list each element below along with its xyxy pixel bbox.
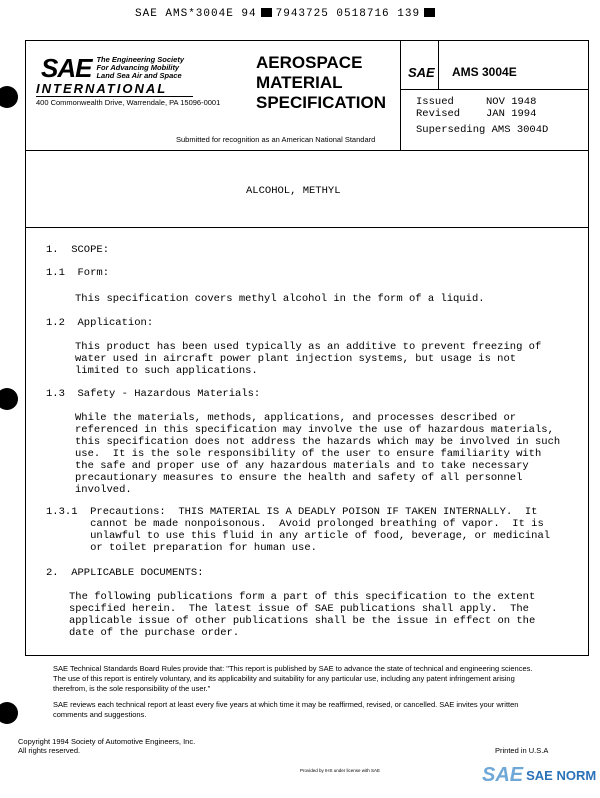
header-line <box>135 8 439 20</box>
section-1-1-heading: 1.1 Form: <box>46 267 110 279</box>
spec-title-line: SPECIFICATION <box>256 93 387 112</box>
tagline-line: The Engineering Society <box>96 55 184 64</box>
footer-review: SAE reviews each technical report at least every five years at which time it may be reaffirmed, revised, or cancelled. SAE invites your written comments and suggestions. <box>53 700 519 719</box>
section-1-2-text: This product has been used typically as an additive to prevent freezing of water used in aircraft power plant injection systems, but usage is not limited to such applications. <box>75 341 542 377</box>
spec-number-divider <box>400 89 588 90</box>
revised-date: JAN 1994 <box>486 108 537 120</box>
watermark-logo: SAE <box>482 764 524 786</box>
issued-date: NOV 1948 <box>486 96 537 108</box>
provided-note: Provided by IHS under license with SAE <box>300 768 381 773</box>
recognition-note: Submitted for recognition as an American National Standard <box>176 135 376 144</box>
dates-block <box>416 96 548 136</box>
section-2-heading: 2. APPLICABLE DOCUMENTS: <box>46 567 204 579</box>
title-divider <box>26 227 588 228</box>
header-vertical-divider <box>400 41 401 150</box>
header-line-right: 7943725 0518716 139 <box>275 8 421 20</box>
punch-hole-middle <box>0 388 18 410</box>
block-mark <box>261 8 272 17</box>
header-divider <box>26 150 588 151</box>
org-address: 400 Commonwealth Drive, Warrendale, PA 15096-0001 <box>36 98 221 107</box>
footer-copyright: Copyright 1994 Society of Automotive Engineers, Inc. <box>18 737 196 746</box>
spec-logo: SAE <box>408 65 435 80</box>
block-mark <box>424 8 435 17</box>
section-1-1-text: This specification covers methyl alcohol in the form of a liquid. <box>75 293 485 305</box>
sae-logo-mark: SAE <box>41 53 92 83</box>
sae-logo <box>41 53 184 84</box>
punch-hole-top <box>0 86 18 108</box>
sae-norm-watermark <box>482 764 596 787</box>
superseding-text: Superseding AMS 3004D <box>416 124 549 136</box>
tagline-line: Land Sea Air and Space <box>96 71 182 80</box>
spec-title <box>256 53 386 113</box>
document-frame <box>25 40 589 656</box>
footer-rules: SAE Technical Standards Board Rules provide that: "This report is published by SAE to advance the state of technical and engineering sciences. The use of this report is entirely voluntary, and its applicability and suitability for any particular use, including any patent infringement arising therefrom, is the sole responsibility of the user." <box>53 664 533 693</box>
section-1-heading: 1. SCOPE: <box>46 244 110 256</box>
revised-label: Revised <box>416 108 461 120</box>
punch-hole-bottom <box>0 702 18 724</box>
issued-label: Issued <box>416 96 454 108</box>
section-2-text: The following publications form a part of this specification to the extent specified herein. The latest issue of SAE publications shall apply. The applicable issue of other publications shall be the issue in effect on the date of the purchase order. <box>69 591 536 639</box>
header-line-left: SAE AMS*3004E 94 <box>135 8 257 20</box>
section-1-3-text: While the materials, methods, applications, and processes described or referenced in this specification may involve the use of hazardous materials, this specification does not address the hazards which may be involved in such use. It is the sole responsibility of the user to ensure familiarity with the safe and proper use of any hazardous materials and to take necessary precautionary measures to ensure the health and safety of all personnel involved. <box>75 412 561 496</box>
document-title: ALCOHOL, METHYL <box>246 185 341 197</box>
footer-rights: All rights reserved. <box>18 746 81 755</box>
spec-logo-divider <box>438 41 439 89</box>
footer-printed: Printed in U.S.A <box>495 746 549 755</box>
tagline-line: For Advancing Mobility <box>96 63 180 72</box>
watermark-text: SAE NORM <box>526 768 597 783</box>
org-tagline <box>96 56 184 80</box>
international-text: INTERNATIONAL <box>36 81 193 97</box>
section-1-3-heading: 1.3 Safety - Hazardous Materials: <box>46 388 261 400</box>
section-1-3-1-text: 1.3.1 Precautions: THIS MATERIAL IS A DEADLY POISON IF TAKEN INTERNALLY. It cannot be made nonpoisonous. Avoid prolonged breathing of vapor. It is unlawful to use this fluid in any article of food, beverage, or medicinal or toilet preparation for human use. <box>46 506 551 554</box>
spec-title-line: AEROSPACE <box>256 53 363 72</box>
spec-number: AMS 3004E <box>452 65 517 79</box>
section-1-2-heading: 1.2 Application: <box>46 317 154 329</box>
spec-title-line: MATERIAL <box>256 73 343 92</box>
